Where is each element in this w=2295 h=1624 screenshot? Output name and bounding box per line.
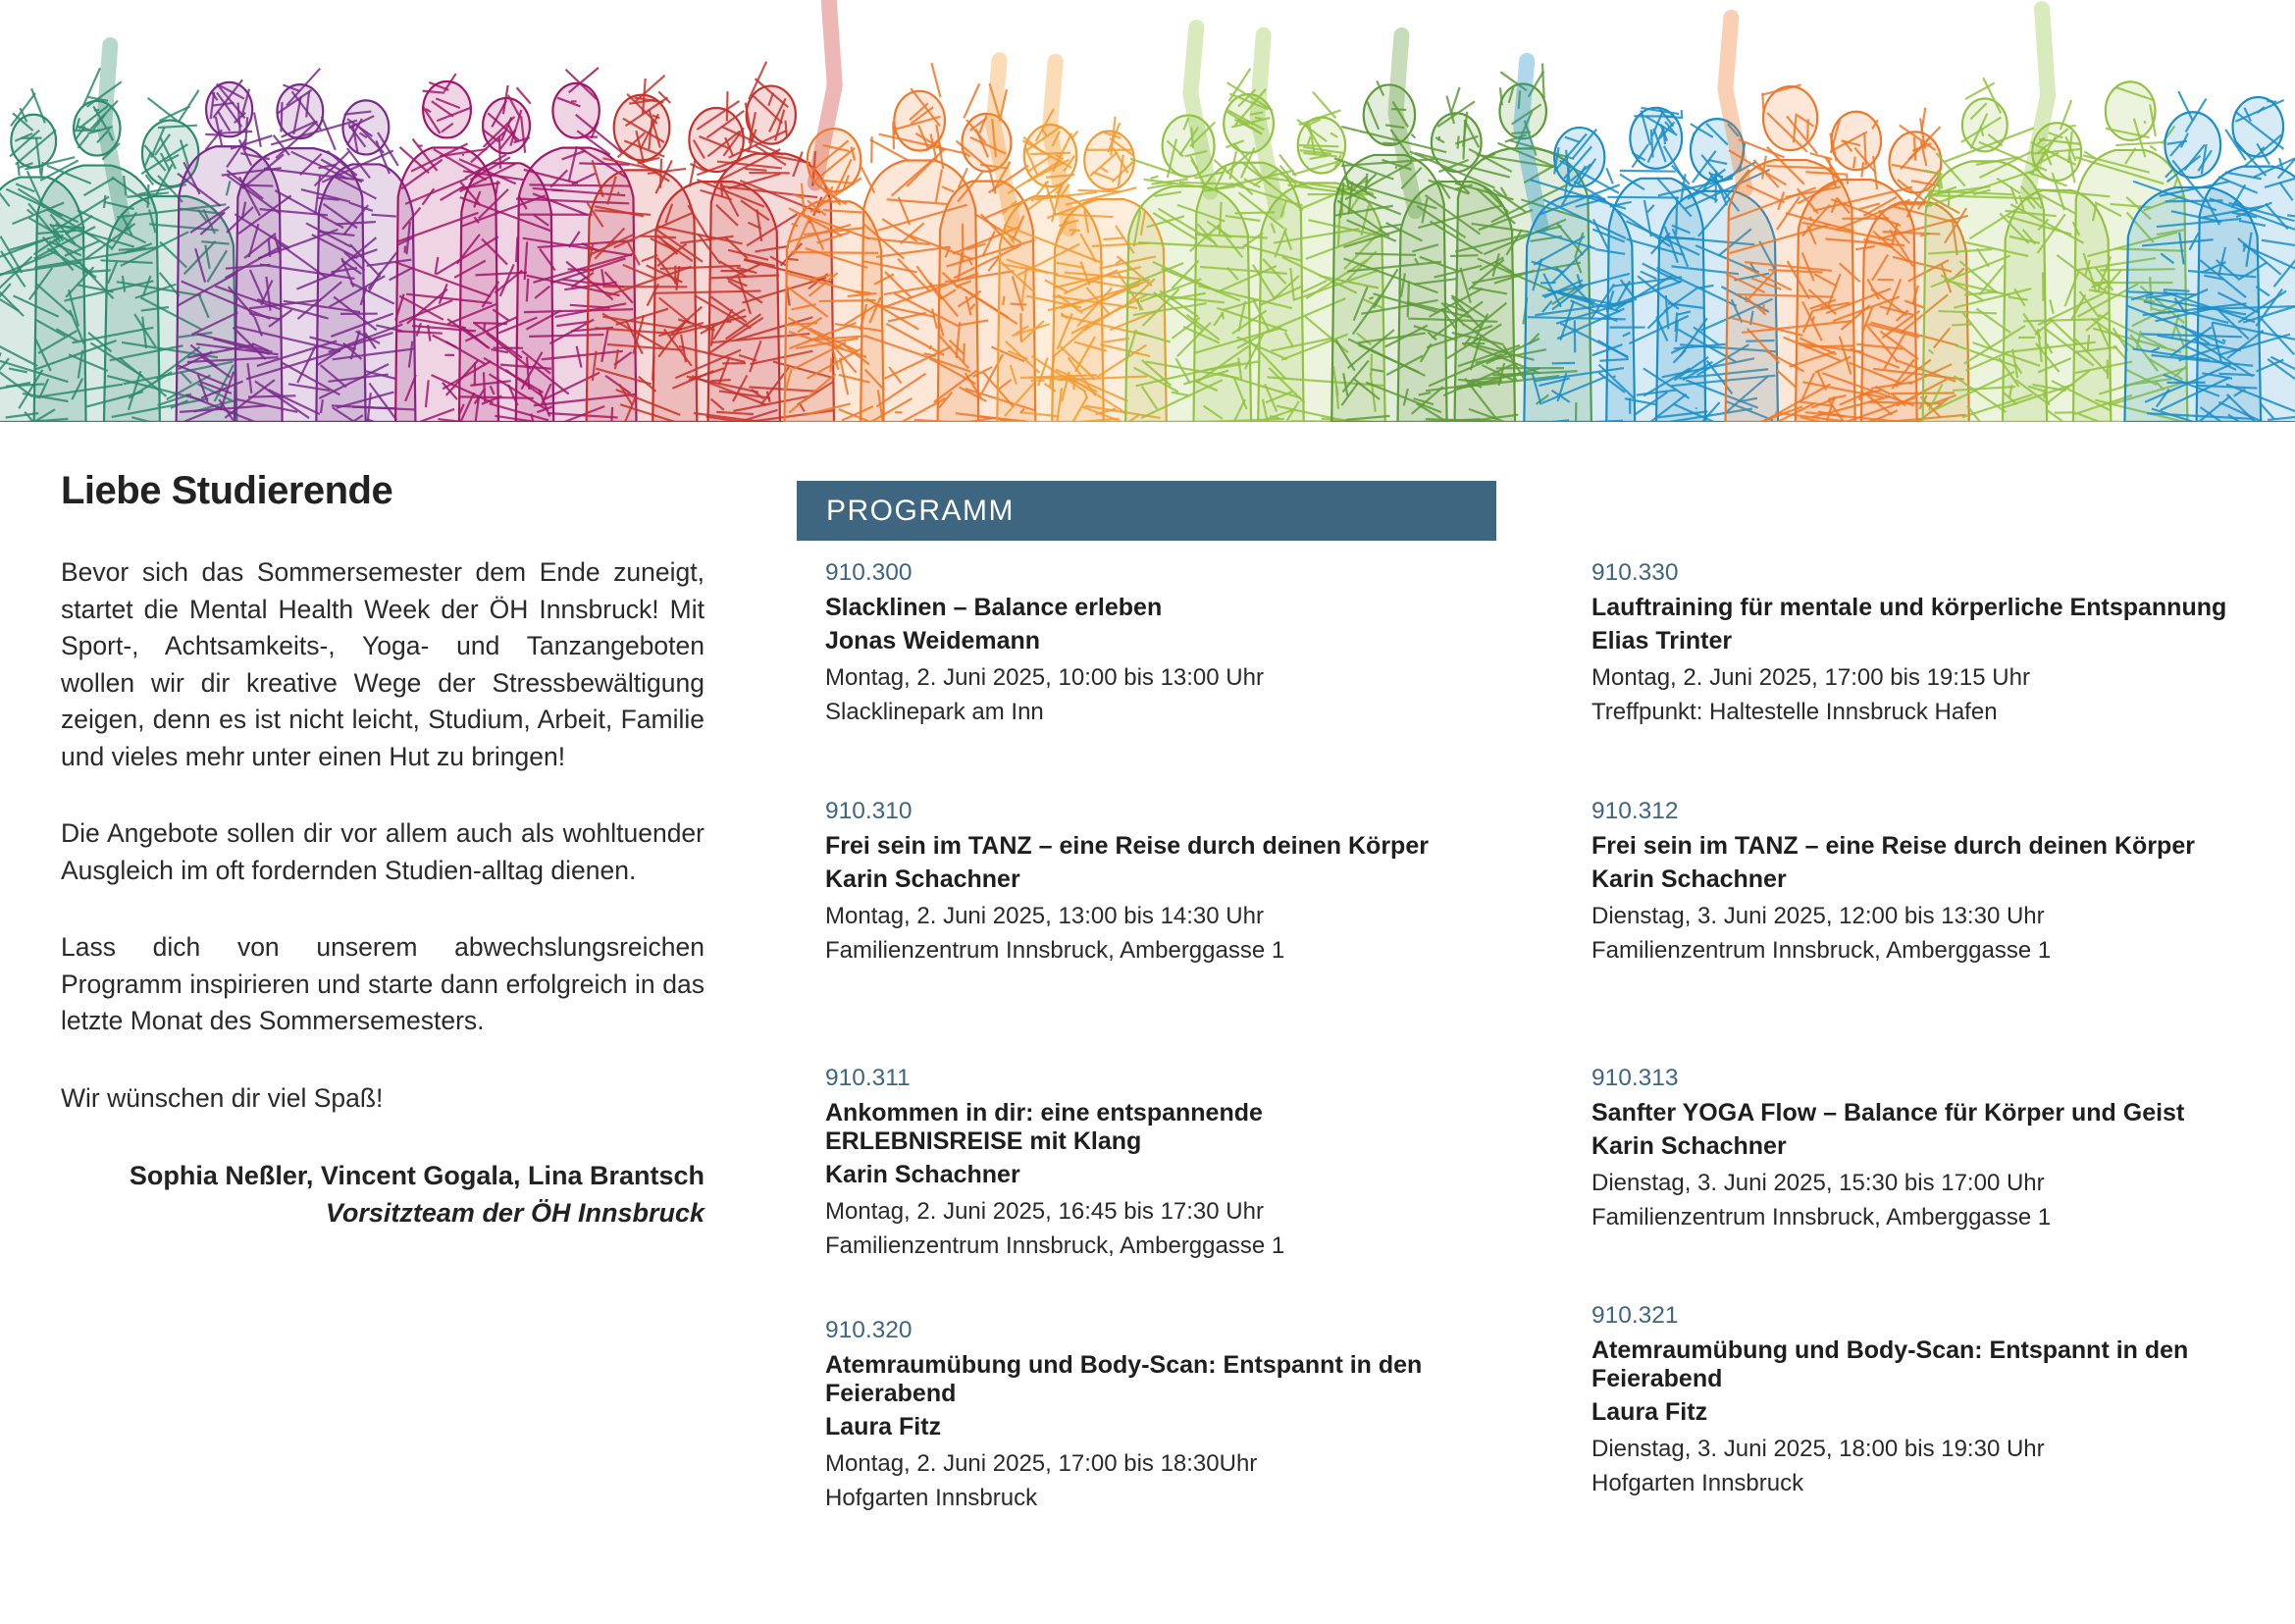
event-code: 910.311 [825,1065,911,1091]
event-title: Ankommen in dir: eine entspannende ERLEBNISREISE mit Klang [825,1099,1263,1155]
event-code: 910.320 [825,1317,913,1343]
crowd-illustration [0,0,2295,422]
event-place: Treffpunkt: Haltestelle Innsbruck Hafen [1591,699,1998,725]
event-date: Dienstag, 3. Juni 2025, 12:00 bis 13:30 Uhr [1591,903,2045,929]
event-entry [1591,1064,2239,1231]
event-date: Montag, 2. Juni 2025, 17:00 bis 19:15 Uhr [1591,664,2030,691]
event-entry [825,558,1453,726]
intro-letter [61,469,704,1231]
event-place: Hofgarten Innsbruck [825,1485,1038,1511]
event-date: Montag, 2. Juni 2025, 16:45 bis 17:30 Uhr [825,1198,1264,1225]
event-speaker: Elias Trinter [1591,627,1733,655]
event-speaker: Karin Schachner [825,865,1020,893]
event-date: Dienstag, 3. Juni 2025, 18:00 bis 19:30 Uhr [1591,1436,2045,1462]
event-place: Familienzentrum Innsbruck, Amberggasse 1 [825,937,1285,964]
event-entry [1591,1301,2239,1497]
event-speaker: Laura Fitz [825,1413,942,1441]
intro-paragraph: Lass dich von unserem abwechslungsreichen Programm inspirieren und starte dann erfolgreich in das letzte Monat des Sommersemesters. [61,932,704,1035]
signature-role: Vorsitzteam der ÖH Innsbruck [325,1198,704,1228]
event-title: Atemraumübung und Body-Scan: Entspannt in den Feierabend [1591,1336,2189,1392]
event-place: Familienzentrum Innsbruck, Amberggasse 1 [1591,937,2052,964]
event-speaker: Karin Schachner [825,1161,1020,1188]
crowd-silhouette-banner [0,0,2295,422]
event-code: 910.300 [825,559,913,586]
intro-paragraph: Bevor sich das Sommersemester dem Ende zuneigt, startet die Mental Health Week der ÖH Innsbruck! Mit Sport-, Achtsamkeits-, Yoga- und Tanzangeboten wollen wir dir kreative Wege der Stressbewältigung zeigen, denn es ist nicht leicht, Studium, Arbeit, Familie und vieles mehr unter einen Hut zu bringen! [61,557,704,771]
intro-paragraph: Die Angebote sollen dir vor allem auch als wohltuender Ausgleich im oft fordernden Studien-alltag dienen. [61,818,704,885]
event-title: Frei sein im TANZ – eine Reise durch deinen Körper [825,832,1429,860]
intro-title: Liebe Studierende [61,469,393,512]
event-place: Slacklinepark am Inn [825,699,1044,725]
event-title: Lauftraining für mentale und körperliche Entspannung [1591,594,2227,621]
event-title: Atemraumübung und Body-Scan: Entspannt in den Feierabend [825,1351,1423,1407]
event-place: Familienzentrum Innsbruck, Amberggasse 1 [1591,1204,2052,1231]
event-code: 910.330 [1591,559,1679,586]
event-entry [1591,797,2219,965]
event-title: Slacklinen – Balance erleben [825,594,1163,621]
event-date: Dienstag, 3. Juni 2025, 15:30 bis 17:00 Uhr [1591,1170,2045,1196]
event-place: Familienzentrum Innsbruck, Amberggasse 1 [825,1232,1285,1259]
event-code: 910.313 [1591,1065,1679,1091]
event-entry [825,797,1453,965]
event-date: Montag, 2. Juni 2025, 10:00 bis 13:00 Uhr [825,664,1264,691]
signature-names: Sophia Neßler, Vincent Gogala, Lina Brantsch [129,1161,704,1190]
event-code: 910.310 [825,798,913,824]
event-date: Montag, 2. Juni 2025, 17:00 bis 18:30Uhr [825,1450,1258,1477]
event-title: Frei sein im TANZ – eine Reise durch deinen Körper [1591,832,2195,860]
event-code: 910.321 [1591,1302,1679,1329]
event-place: Hofgarten Innsbruck [1591,1470,1804,1496]
intro-closing: Wir wünschen dir viel Spaß! [61,1082,384,1113]
event-speaker: Jonas Weidemann [825,627,1041,655]
event-speaker: Karin Schachner [1591,1132,1787,1160]
program-header: PROGRAMM [797,481,1496,541]
event-entry [1591,558,2239,726]
event-entry [825,1064,1453,1260]
event-code: 910.312 [1591,798,1679,824]
event-date: Montag, 2. Juni 2025, 13:00 bis 14:30 Uhr [825,903,1264,929]
signature-block [61,1157,704,1231]
event-speaker: Karin Schachner [1591,865,1787,893]
event-entry [825,1316,1453,1512]
event-speaker: Laura Fitz [1591,1398,1708,1426]
event-title: Sanfter YOGA Flow – Balance für Körper und Geist [1591,1099,2185,1126]
